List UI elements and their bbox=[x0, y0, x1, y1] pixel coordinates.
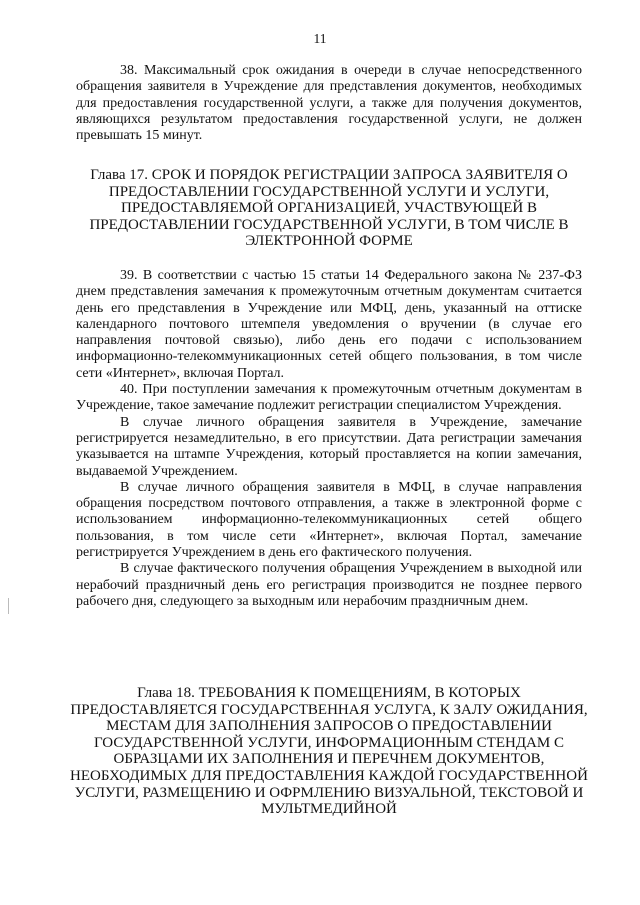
paragraph-40: 40. При поступлении замечания к промежуточным отчетным документам в Учреждение, такое замечание подлежит регистрации специалистом Учреждения. bbox=[76, 382, 582, 414]
paragraph-39: 39. В соответствии с частью 15 статьи 14 Федерального закона № 237-ФЗ днем представления замечания к промежуточным отчетным документам считается день его представления в Учреждение или МФЦ, день, указанный на оттиске календарного почтового штемпеля уведомления о вручении (в случае его направления почтовой связью), либо день его подачи с использованием информационно-телекоммуникационных сетей общего пользования, в том числе сети «Интернет», включая Портал. bbox=[76, 268, 582, 381]
margin-mark bbox=[8, 598, 9, 614]
section-38 bbox=[76, 63, 582, 144]
chapter-18-heading: Глава 18. ТРЕБОВАНИЯ К ПОМЕЩЕНИЯМ, В КОТОРЫХ ПРЕДОСТАВЛЯЕТСЯ ГОСУДАРСТВЕННАЯ УСЛУГА, К ЗАЛУ ОЖИДАНИЯ, МЕСТАМ ДЛЯ ЗАПОЛНЕНИЯ ЗАПРОСОВ О ПРЕДОСТАВЛЕНИИ ГОСУДАРСТВЕННОЙ УСЛУГИ, ИНФОРМАЦИОННЫМ СТЕНДАМ С ОБРАЗЦАМИ ИХ ЗАПОЛНЕНИЯ И ПЕРЕЧНЕМ ДОКУМЕНТОВ, НЕОБХОДИМЫХ ДЛЯ ПРЕДОСТАВЛЕНИЯ КАЖДОЙ ГОСУДАРСТВЕННОЙ УСЛУГИ, РАЗМЕЩЕНИЮ И ОФРМЛЕНИЮ ВИЗУАЛЬНОЙ, ТЕКСТОВОЙ И МУЛЬТМЕДИЙНОЙ bbox=[70, 685, 588, 818]
page-number: 11 bbox=[313, 31, 327, 46]
paragraph-40-mfc: В случае личного обращения заявителя в МФЦ, в случае направления обращения посредством почтового отправления, а также в электронной форме с использованием информационно-телекоммуникационных сетей общего пользования, в том числе сети «Интернет», включая Портал, замечание регистрируется Учреждением в день его фактического получения. bbox=[76, 479, 582, 561]
paragraph-38: 38. Максимальный срок ожидания в очереди в случае непосредственного обращения заявителя в Учреждение для представления документов, необходимых для предоставления государственной услуги, а также для получения документов, являющихся результатом предоставления государственной услуги, не должен превышать 15 минут. bbox=[76, 63, 582, 144]
paragraph-40-holiday: В случае фактического получения обращения Учреждением в выходной или нерабочий праздничный день его регистрация производится не позднее первого рабочего дня, следующего за выходным или нерабочим праздничным днем. bbox=[76, 561, 582, 609]
section-39-40 bbox=[76, 268, 582, 610]
chapter-17-heading: Глава 17. СРОК И ПОРЯДОК РЕГИСТРАЦИИ ЗАПРОСА ЗАЯВИТЕЛЯ О ПРЕДОСТАВЛЕНИИ ГОСУДАРСТВЕННОЙ УСЛУГИ И УСЛУГИ, ПРЕДОСТАВЛЯЕМОЙ ОРГАНИЗАЦИЕЙ, УЧАСТВУЮЩЕЙ В ПРЕДОСТАВЛЕНИИ ГОСУДАРСТВЕННОЙ УСЛУГИ, В ТОМ ЧИСЛЕ В ЭЛЕКТРОННОЙ ФОРМЕ bbox=[89, 167, 569, 250]
paragraph-40-personal: В случае личного обращения заявителя в Учреждение, замечание регистрируется незамедлительно, в его присутствии. Дата регистрации замечания указывается на штампе Учреждения, который проставляется на копии замечания, выдаваемой Учреждением. bbox=[76, 414, 582, 479]
